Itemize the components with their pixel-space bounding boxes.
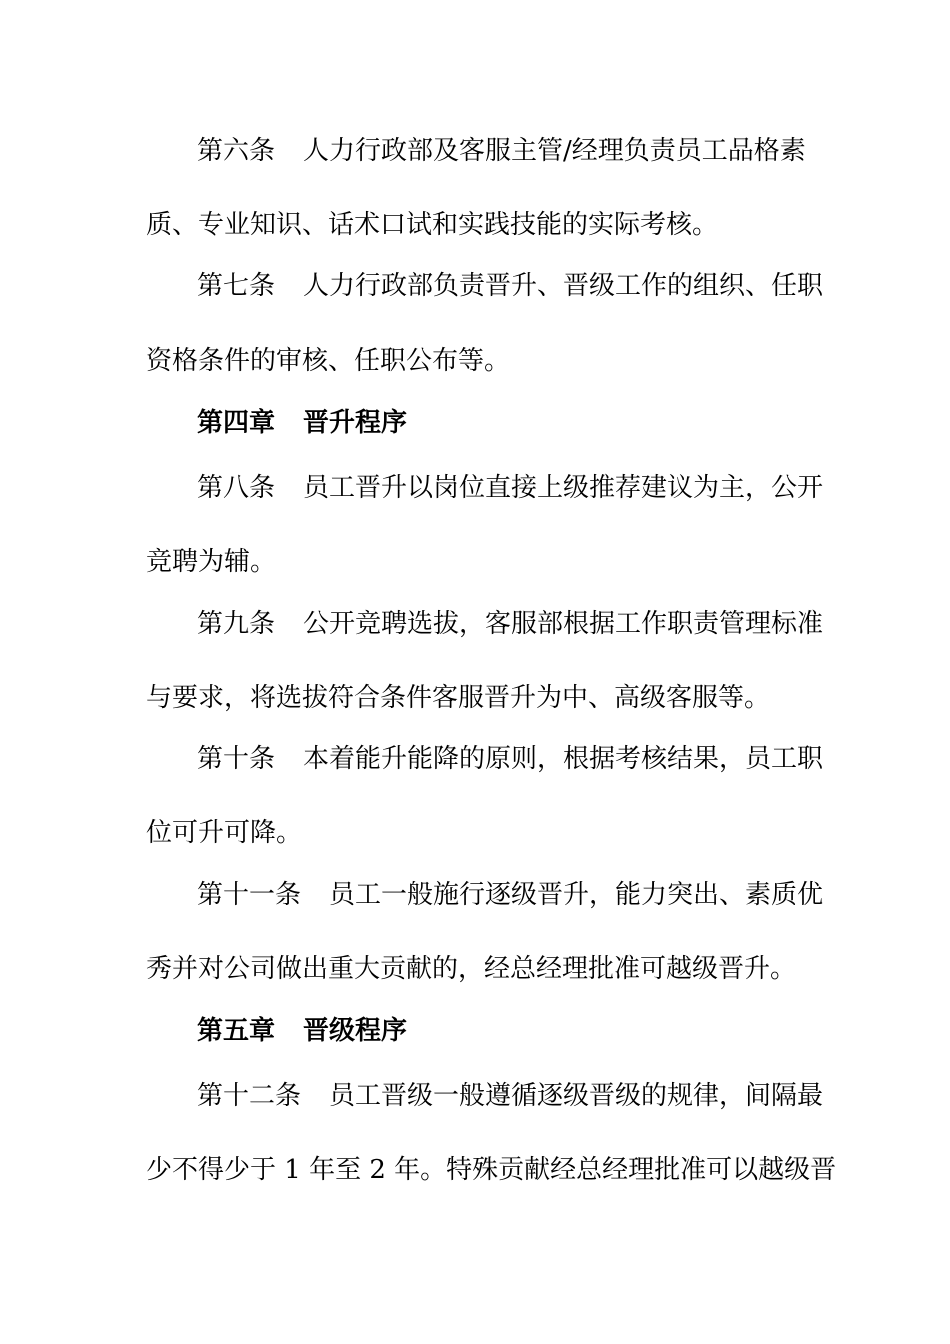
article-12-text: 员工晋级一般遵循逐级晋级的规律，间隔最 bbox=[329, 1081, 824, 1111]
chapter-5-number: 第五章 bbox=[197, 1016, 276, 1046]
article-9-number: 第九条 bbox=[197, 609, 276, 639]
chapter-5-heading bbox=[197, 1013, 877, 1049]
article-10-number: 第十条 bbox=[197, 744, 276, 774]
article-11-text: 员工一般施行逐级晋升，能力突出、素质优 bbox=[329, 880, 824, 910]
article-6-number: 第六条 bbox=[197, 136, 276, 166]
article-9-line-2: 与要求，将选拔符合条件客服晋升为中、高级客服等。 bbox=[146, 683, 771, 713]
article-8-number: 第八条 bbox=[197, 473, 276, 503]
article-7-number: 第七条 bbox=[197, 271, 276, 301]
article-8-line-2: 竞聘为辅。 bbox=[146, 547, 277, 577]
article-6-line-1 bbox=[197, 133, 877, 169]
article-6-line-2: 质、专业知识、话术口试和实践技能的实际考核。 bbox=[146, 210, 719, 240]
article-9-text: 公开竞聘选拔，客服部根据工作职责管理标准 bbox=[303, 609, 824, 639]
article-11-line-1 bbox=[197, 877, 877, 913]
chapter-5-title: 晋级程序 bbox=[303, 1016, 408, 1046]
article-9-line-1 bbox=[197, 606, 877, 642]
article-12-line-1 bbox=[197, 1078, 877, 1114]
article-8-text: 员工晋升以岗位直接上级推荐建议为主，公开 bbox=[303, 473, 824, 503]
article-7-line-2: 资格条件的审核、任职公布等。 bbox=[146, 346, 511, 376]
article-10-line-1 bbox=[197, 741, 877, 777]
article-10-text: 本着能升能降的原则，根据考核结果，员工职 bbox=[303, 744, 824, 774]
chapter-4-title: 晋升程序 bbox=[303, 408, 408, 438]
article-7-text: 人力行政部负责晋升、晋级工作的组织、任职 bbox=[303, 271, 824, 301]
article-11-number: 第十一条 bbox=[197, 880, 302, 910]
article-7-line-1 bbox=[197, 268, 877, 304]
article-12-line-2: 少不得少于 1 年至 2 年。特殊贡献经总经理批准可以越级晋 bbox=[146, 1155, 837, 1185]
article-8-line-1 bbox=[197, 470, 877, 506]
chapter-4-heading bbox=[197, 405, 877, 441]
article-6-text: 人力行政部及客服主管/经理负责员工品格素 bbox=[303, 136, 806, 166]
article-11-line-2: 秀并对公司做出重大贡献的，经总经理批准可越级晋升。 bbox=[146, 954, 797, 984]
article-10-line-2: 位可升可降。 bbox=[146, 818, 303, 848]
chapter-4-number: 第四章 bbox=[197, 408, 276, 438]
article-12-number: 第十二条 bbox=[197, 1081, 302, 1111]
